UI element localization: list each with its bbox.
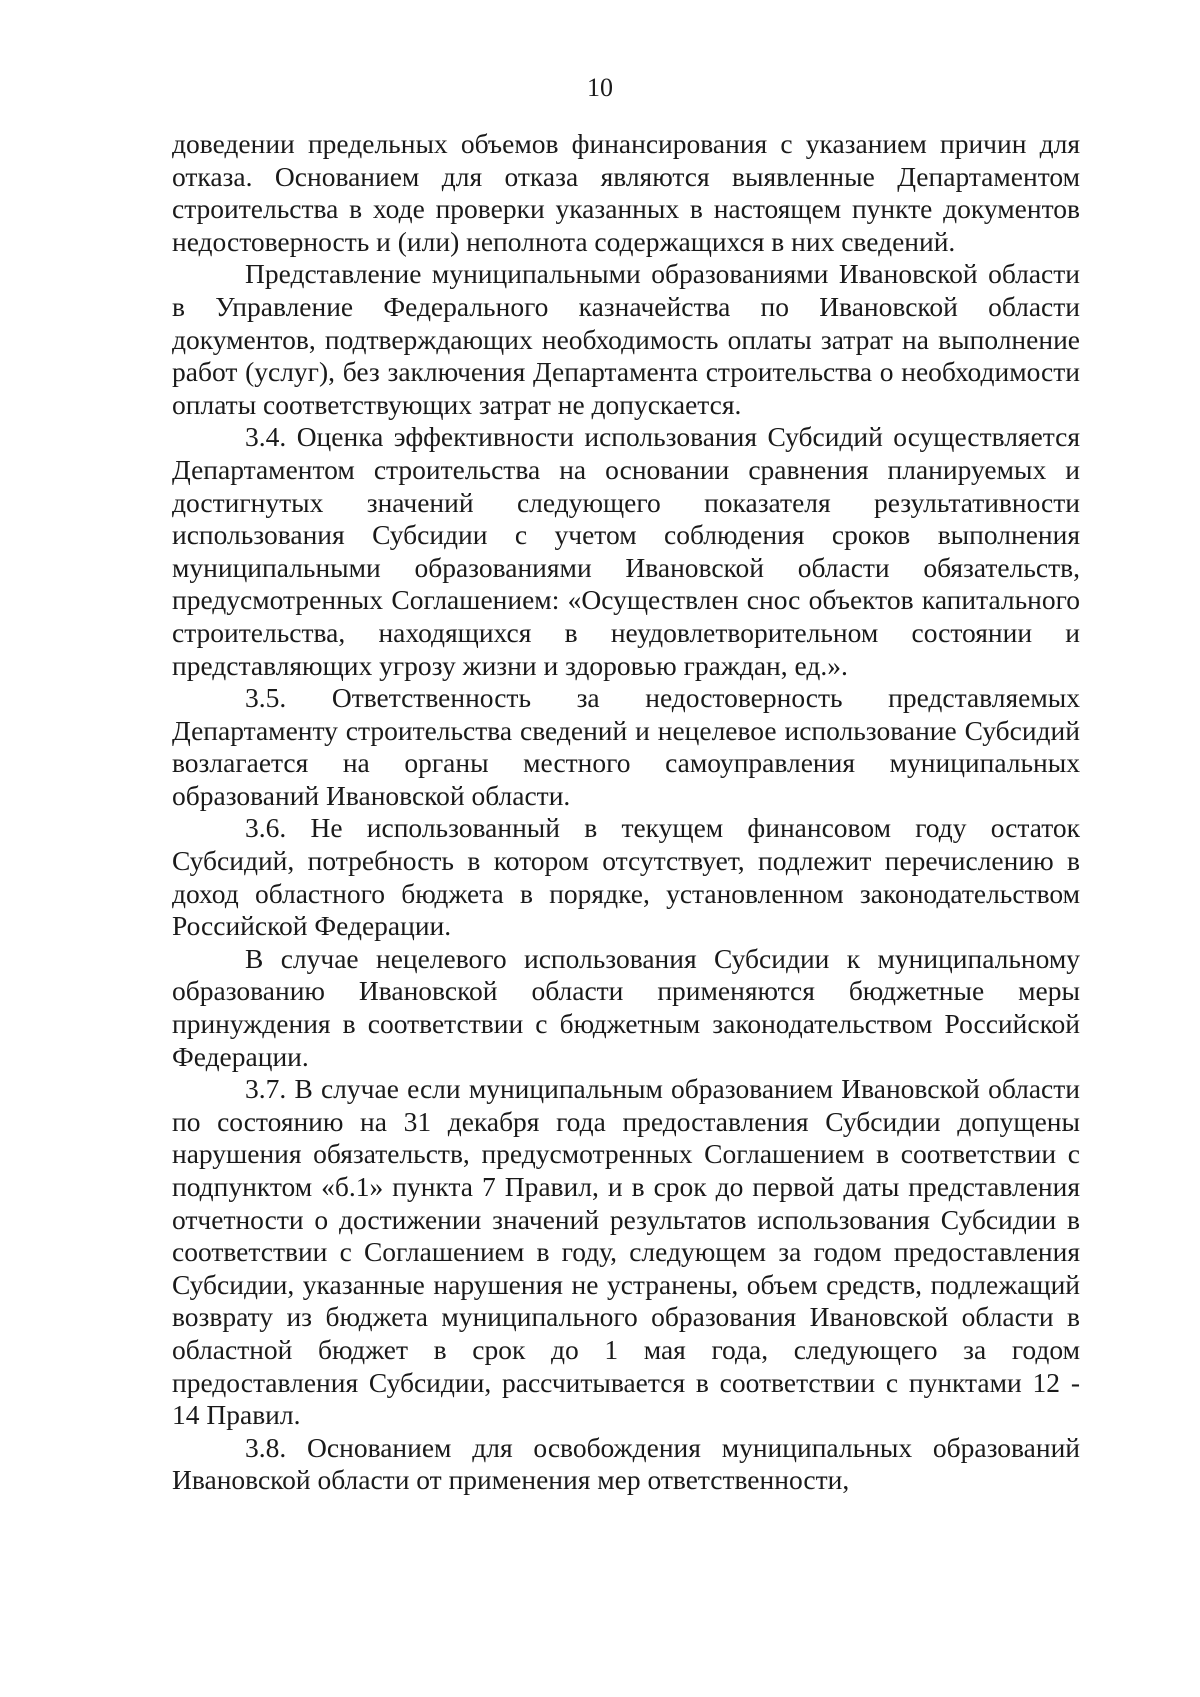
- document-body: [172, 128, 1080, 1497]
- paragraph-3-5: 3.5. Ответственность за недостоверность представляемых Департаменту строительства сведений и нецелевое использование Субсидий возлагается на органы местного самоуправления муниципальных образований Ивановской области.: [172, 682, 1080, 811]
- paragraph-continuation: доведении предельных объемов финансирования с указанием причин для отказа. Основанием для отказа являются выявленные Департаментом строительства в ходе проверки указанных в настоящем пункте документов недостоверность и (или) неполнота содержащихся в них сведений.: [172, 128, 1080, 257]
- paragraph-misuse: В случае нецелевого использования Субсидии к муниципальному образованию Ивановской области применяются бюджетные меры принуждения в соответствии с бюджетным законодательством Российской Федерации.: [172, 942, 1080, 1072]
- page-number: 10: [587, 73, 613, 102]
- paragraph-presentation: Представление муниципальными образованиями Ивановской области в Управление Федерального казначейства по Ивановской области документов, подтверждающих необходимость оплаты затрат на выполнение работ (услуг), без заключения Департамента строительства о необходимости оплаты соответствующих затрат не допускается.: [172, 258, 1080, 420]
- paragraph-3-4: 3.4. Оценка эффективности использования Субсидий осуществляется Департаментом строительства на основании сравнения планируемых и достигнутых значений следующего показателя результативности использования Субсидии с учетом соблюдения сроков выполнения муниципальными образованиями Ивановской области обязательств, предусмотренных Соглашением: «Осуществлен снос объектов капитального строительства, находящихся в неудовлетворительном состоянии и представляющих угрозу жизни и здоровью граждан, ед.».: [172, 421, 1080, 681]
- paragraph-3-7: 3.7. В случае если муниципальным образованием Ивановской области по состоянию на 31 декабря года предоставления Субсидии допущены нарушения обязательств, предусмотренных Соглашением в соответствии с подпунктом «б.1» пункта 7 Правил, и в срок до первой даты представления отчетности о достижении значений результатов использования Субсидии в соответствии с Соглашением в году, следующем за годом предоставления Субсидии, указанные нарушения не устранены, объем средств, подлежащий возврату из бюджета муниципального образования Ивановской области в областной бюджет в срок до 1 мая года, следующего за годом предоставления Субсидии, рассчитывается в соответствии с пунктами 12 - 14 Правил.: [172, 1073, 1080, 1431]
- paragraph-3-6: 3.6. Не использованный в текущем финансовом году остаток Субсидий, потребность в котором отсутствует, подлежит перечислению в доход областного бюджета в порядке, установленном законодательством Российской Федерации.: [172, 812, 1080, 942]
- paragraph-3-8: 3.8. Основанием для освобождения муниципальных образований Ивановской области от применения мер ответственности,: [172, 1431, 1080, 1496]
